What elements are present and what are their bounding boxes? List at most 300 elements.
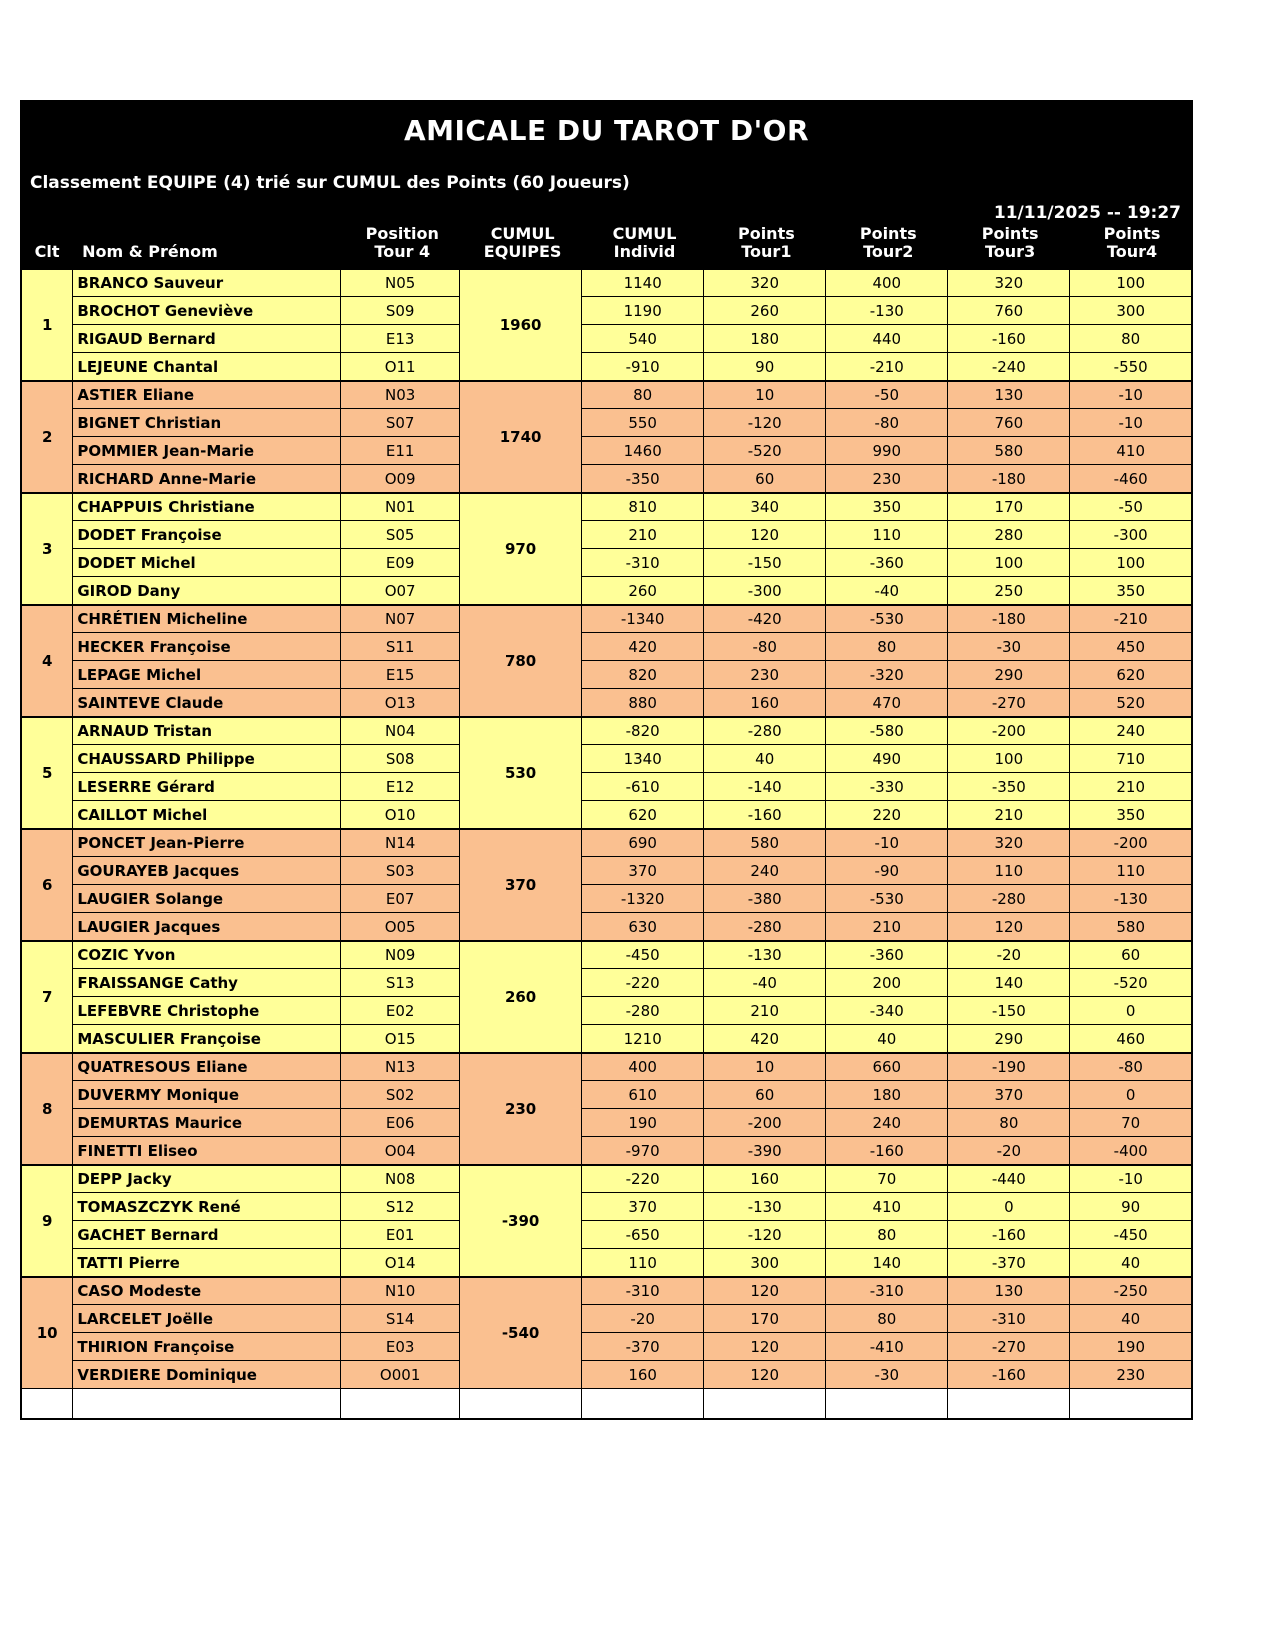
player-points-tour4-cell: -10 [1070,409,1192,437]
player-cumul-individ-cell: 110 [582,1249,704,1277]
player-points-tour2-cell: 990 [826,437,948,465]
player-points-tour1-cell: -120 [704,409,826,437]
team-cumul-equipes-cell: 970 [460,493,582,605]
player-position-cell: O001 [341,1361,460,1389]
player-points-tour1-cell: -120 [704,1221,826,1249]
player-cumul-individ-cell: 1190 [582,297,704,325]
team-rank-cell: 2 [21,381,73,493]
player-points-tour2-cell: -30 [826,1361,948,1389]
player-cumul-individ-cell: 190 [582,1109,704,1137]
player-position-cell: O04 [341,1137,460,1165]
player-position-cell: E11 [341,437,460,465]
player-points-tour1-cell: 120 [704,1333,826,1361]
player-points-tour2-cell: 180 [826,1081,948,1109]
player-points-tour2-cell: -40 [826,577,948,605]
player-points-tour3-cell: -150 [948,997,1070,1025]
player-cumul-individ-cell: -310 [582,1277,704,1305]
table-row [21,1249,1192,1277]
column-header-points-tour2-line2: Tour2 [863,242,914,262]
table-row [21,941,1192,969]
player-points-tour3-cell: 580 [948,437,1070,465]
player-name-cell: CAILLOT Michel [73,801,341,829]
player-points-tour3-cell: -350 [948,773,1070,801]
table-row [21,1193,1192,1221]
player-points-tour3-cell: 280 [948,521,1070,549]
player-position-cell: S13 [341,969,460,997]
player-points-tour1-cell: 170 [704,1305,826,1333]
player-points-tour3-cell: 100 [948,745,1070,773]
player-position-cell: N03 [341,381,460,409]
table-row [21,1053,1192,1081]
player-points-tour3-cell: 100 [948,549,1070,577]
player-points-tour4-cell: -50 [1070,493,1192,521]
team-cumul-equipes-cell: 370 [460,829,582,941]
player-points-tour3-cell: -180 [948,465,1070,493]
player-points-tour4-cell: -300 [1070,521,1192,549]
player-position-cell: S08 [341,745,460,773]
player-points-tour1-cell: 420 [704,1025,826,1053]
player-points-tour3-cell: 140 [948,969,1070,997]
player-position-cell: S03 [341,857,460,885]
blank-cell [1070,1389,1192,1419]
player-points-tour4-cell: 0 [1070,1081,1192,1109]
player-position-cell: S12 [341,1193,460,1221]
player-cumul-individ-cell: -820 [582,717,704,745]
player-points-tour3-cell: 130 [948,1277,1070,1305]
player-cumul-individ-cell: 160 [582,1361,704,1389]
player-points-tour4-cell: 70 [1070,1109,1192,1137]
player-points-tour2-cell: -130 [826,297,948,325]
column-header-points-tour1 [705,223,827,268]
column-header-position [343,223,462,268]
player-name-cell: LEPAGE Michel [73,661,341,689]
player-points-tour3-cell: 170 [948,493,1070,521]
player-points-tour2-cell: -330 [826,773,948,801]
player-points-tour2-cell: 110 [826,521,948,549]
player-points-tour3-cell: 130 [948,381,1070,409]
player-points-tour4-cell: 90 [1070,1193,1192,1221]
player-points-tour2-cell: 240 [826,1109,948,1137]
player-points-tour2-cell: 80 [826,1305,948,1333]
player-points-tour2-cell: -80 [826,409,948,437]
player-points-tour4-cell: 620 [1070,661,1192,689]
player-name-cell: CHAUSSARD Philippe [73,745,341,773]
player-points-tour2-cell: 660 [826,1053,948,1081]
table-row [21,409,1192,437]
player-points-tour3-cell: -20 [948,941,1070,969]
player-name-cell: LESERRE Gérard [73,773,341,801]
player-cumul-individ-cell: 370 [582,1193,704,1221]
table-row [21,437,1192,465]
player-cumul-individ-cell: -650 [582,1221,704,1249]
player-points-tour2-cell: 350 [826,493,948,521]
player-cumul-individ-cell: 420 [582,633,704,661]
table-row [21,1165,1192,1193]
player-points-tour1-cell: -200 [704,1109,826,1137]
player-cumul-individ-cell: -910 [582,353,704,381]
player-name-cell: THIRION Françoise [73,1333,341,1361]
table-row [21,1361,1192,1389]
player-name-cell: DEPP Jacky [73,1165,341,1193]
player-name-cell: HECKER Françoise [73,633,341,661]
player-name-cell: VERDIERE Dominique [73,1361,341,1389]
table-row [21,577,1192,605]
player-points-tour4-cell: -130 [1070,885,1192,913]
table-row [21,633,1192,661]
player-points-tour4-cell: 80 [1070,325,1192,353]
player-points-tour1-cell: -40 [704,969,826,997]
table-row [21,1025,1192,1053]
player-points-tour2-cell: -160 [826,1137,948,1165]
player-points-tour1-cell: 320 [704,269,826,297]
team-cumul-equipes-cell: 1960 [460,269,582,381]
player-position-cell: O11 [341,353,460,381]
player-name-cell: ASTIER Eliane [73,381,341,409]
blank-cell [948,1389,1070,1419]
player-cumul-individ-cell: 550 [582,409,704,437]
team-cumul-equipes-cell: -540 [460,1277,582,1389]
table-row [21,773,1192,801]
player-points-tour1-cell: -380 [704,885,826,913]
team-cumul-equipes-cell: 1740 [460,381,582,493]
player-points-tour2-cell: 80 [826,1221,948,1249]
player-cumul-individ-cell: 260 [582,577,704,605]
player-points-tour4-cell: 0 [1070,997,1192,1025]
header-timestamp: 11/11/2025 -- 19:27 [993,203,1181,223]
player-points-tour3-cell: 120 [948,913,1070,941]
table-row [21,297,1192,325]
player-points-tour1-cell: 580 [704,829,826,857]
player-points-tour2-cell: 490 [826,745,948,773]
column-header-clt: Clt [34,242,60,262]
player-cumul-individ-cell: -610 [582,773,704,801]
table-row [21,857,1192,885]
table-row [21,1081,1192,1109]
player-position-cell: O07 [341,577,460,605]
player-points-tour3-cell: -280 [948,885,1070,913]
player-position-cell: N13 [341,1053,460,1081]
player-points-tour1-cell: -280 [704,717,826,745]
player-cumul-individ-cell: -370 [582,1333,704,1361]
player-position-cell: N05 [341,269,460,297]
player-points-tour1-cell: 210 [704,997,826,1025]
player-points-tour2-cell: 470 [826,689,948,717]
player-points-tour2-cell: -90 [826,857,948,885]
player-points-tour2-cell: 220 [826,801,948,829]
player-name-cell: DUVERMY Monique [73,1081,341,1109]
table-row [21,885,1192,913]
player-points-tour3-cell: 290 [948,661,1070,689]
player-name-cell: DODET Françoise [73,521,341,549]
player-name-cell: DODET Michel [73,549,341,577]
player-position-cell: N08 [341,1165,460,1193]
player-cumul-individ-cell: 370 [582,857,704,885]
player-points-tour2-cell: -360 [826,549,948,577]
player-position-cell: N09 [341,941,460,969]
player-cumul-individ-cell: -310 [582,549,704,577]
player-points-tour1-cell: -280 [704,913,826,941]
player-points-tour4-cell: -460 [1070,465,1192,493]
table-row [21,745,1192,773]
player-position-cell: E02 [341,997,460,1025]
player-points-tour2-cell: 140 [826,1249,948,1277]
player-points-tour2-cell: -320 [826,661,948,689]
player-points-tour1-cell: 120 [704,1361,826,1389]
player-name-cell: MASCULIER Françoise [73,1025,341,1053]
player-points-tour4-cell: 350 [1070,801,1192,829]
player-points-tour1-cell: -390 [704,1137,826,1165]
player-points-tour2-cell: -340 [826,997,948,1025]
player-points-tour1-cell: 240 [704,857,826,885]
player-points-tour1-cell: 180 [704,325,826,353]
player-position-cell: E06 [341,1109,460,1137]
player-cumul-individ-cell: -220 [582,1165,704,1193]
team-cumul-equipes-cell: 530 [460,717,582,829]
column-header-cumul-equipes-line2: EQUIPES [483,242,562,262]
team-rank-cell: 3 [21,493,73,605]
player-points-tour3-cell: -270 [948,689,1070,717]
player-points-tour1-cell: 60 [704,1081,826,1109]
player-points-tour1-cell: 60 [704,465,826,493]
team-rank-cell: 7 [21,941,73,1053]
blank-cell [826,1389,948,1419]
player-points-tour4-cell: 190 [1070,1333,1192,1361]
table-row [21,1109,1192,1137]
team-rank-cell: 4 [21,605,73,717]
player-name-cell: BROCHOT Geneviève [73,297,341,325]
player-points-tour2-cell: 200 [826,969,948,997]
player-points-tour4-cell: -520 [1070,969,1192,997]
column-header-points-tour4-line2: Tour4 [1106,242,1158,262]
player-points-tour2-cell: 80 [826,633,948,661]
team-rank-cell: 6 [21,829,73,941]
table-row [21,661,1192,689]
player-points-tour2-cell: 230 [826,465,948,493]
player-name-cell: GOURAYEB Jacques [73,857,341,885]
player-position-cell: N10 [341,1277,460,1305]
table-row [21,1277,1192,1305]
player-name-cell: DEMURTAS Maurice [73,1109,341,1137]
table-row [21,549,1192,577]
team-rank-cell: 8 [21,1053,73,1165]
player-points-tour4-cell: -10 [1070,381,1192,409]
player-position-cell: E15 [341,661,460,689]
player-points-tour3-cell: -160 [948,1361,1070,1389]
blank-cell [582,1389,704,1419]
player-points-tour3-cell: -440 [948,1165,1070,1193]
table-row [21,1333,1192,1361]
player-points-tour3-cell: 320 [948,829,1070,857]
table-row [21,717,1192,745]
table-row [21,829,1192,857]
player-points-tour4-cell: 40 [1070,1305,1192,1333]
player-name-cell: RIGAUD Bernard [73,325,341,353]
player-name-cell: BRANCO Sauveur [73,269,341,297]
player-name-cell: LAUGIER Solange [73,885,341,913]
player-name-cell: FRAISSANGE Cathy [73,969,341,997]
table-row [21,381,1192,409]
player-name-cell: COZIC Yvon [73,941,341,969]
player-points-tour2-cell: -310 [826,1277,948,1305]
team-rank-cell: 5 [21,717,73,829]
player-points-tour1-cell: -130 [704,941,826,969]
column-header-points-tour1-line2: Tour1 [741,242,792,262]
player-name-cell: BIGNET Christian [73,409,341,437]
player-points-tour3-cell: 210 [948,801,1070,829]
player-position-cell: O10 [341,801,460,829]
player-points-tour4-cell: 520 [1070,689,1192,717]
player-cumul-individ-cell: 1340 [582,745,704,773]
player-points-tour4-cell: 110 [1070,857,1192,885]
table-row [21,997,1192,1025]
player-points-tour1-cell: 160 [704,689,826,717]
player-cumul-individ-cell: 810 [582,493,704,521]
player-points-tour1-cell: 260 [704,297,826,325]
player-points-tour4-cell: -80 [1070,1053,1192,1081]
column-header-points-tour3-line1: Points [981,224,1039,243]
player-name-cell: GACHET Bernard [73,1221,341,1249]
player-points-tour4-cell: 100 [1070,549,1192,577]
table-row [21,465,1192,493]
column-header-name: Nom & Prénom [82,242,218,262]
player-points-tour1-cell: 90 [704,353,826,381]
player-position-cell: N04 [341,717,460,745]
player-points-tour1-cell: 340 [704,493,826,521]
player-points-tour2-cell: 70 [826,1165,948,1193]
player-cumul-individ-cell: 880 [582,689,704,717]
player-cumul-individ-cell: 620 [582,801,704,829]
table-footer-blank-row [21,1389,1192,1419]
player-cumul-individ-cell: -450 [582,941,704,969]
player-cumul-individ-cell: 400 [582,1053,704,1081]
column-header-row [20,223,1193,268]
player-name-cell: GIROD Dany [73,577,341,605]
table-row [21,1137,1192,1165]
player-points-tour2-cell: -530 [826,605,948,633]
team-cumul-equipes-cell: -390 [460,1165,582,1277]
team-cumul-equipes-cell: 780 [460,605,582,717]
player-points-tour4-cell: 450 [1070,633,1192,661]
column-header-cumul-individ [584,223,706,268]
player-position-cell: N07 [341,605,460,633]
blank-cell [341,1389,460,1419]
player-points-tour4-cell: 60 [1070,941,1192,969]
player-points-tour4-cell: 410 [1070,437,1192,465]
player-name-cell: QUATRESOUS Eliane [73,1053,341,1081]
player-name-cell: TATTI Pierre [73,1249,341,1277]
player-points-tour3-cell: -160 [948,1221,1070,1249]
player-points-tour1-cell: -140 [704,773,826,801]
player-points-tour2-cell: 410 [826,1193,948,1221]
player-points-tour3-cell: -370 [948,1249,1070,1277]
table-row [21,325,1192,353]
player-points-tour2-cell: -50 [826,381,948,409]
player-points-tour3-cell: 0 [948,1193,1070,1221]
player-position-cell: S14 [341,1305,460,1333]
player-position-cell: O05 [341,913,460,941]
table-row [21,913,1192,941]
column-header-points-tour1-line1: Points [737,224,795,243]
table-row [21,269,1192,297]
player-points-tour4-cell: -250 [1070,1277,1192,1305]
column-header-cumul-individ-line2: Individ [613,242,676,262]
player-position-cell: E07 [341,885,460,913]
player-points-tour3-cell: 250 [948,577,1070,605]
sheet-header [20,100,1193,268]
player-points-tour4-cell: -200 [1070,829,1192,857]
blank-cell [460,1389,582,1419]
player-points-tour1-cell: -160 [704,801,826,829]
player-points-tour4-cell: -550 [1070,353,1192,381]
player-points-tour1-cell: -300 [704,577,826,605]
player-name-cell: SAINTEVE Claude [73,689,341,717]
player-name-cell: POMMIER Jean-Marie [73,437,341,465]
player-name-cell: RICHARD Anne-Marie [73,465,341,493]
team-rank-cell: 9 [21,1165,73,1277]
player-name-cell: LEJEUNE Chantal [73,353,341,381]
player-points-tour4-cell: 300 [1070,297,1192,325]
player-points-tour2-cell: -410 [826,1333,948,1361]
blank-cell [704,1389,826,1419]
player-points-tour1-cell: 300 [704,1249,826,1277]
player-points-tour1-cell: -420 [704,605,826,633]
player-points-tour1-cell: -80 [704,633,826,661]
player-points-tour4-cell: 240 [1070,717,1192,745]
player-name-cell: LARCELET Joëlle [73,1305,341,1333]
player-points-tour3-cell: -190 [948,1053,1070,1081]
player-name-cell: CHRÉTIEN Micheline [73,605,341,633]
table-row [21,969,1192,997]
player-points-tour4-cell: -210 [1070,605,1192,633]
player-points-tour1-cell: 120 [704,521,826,549]
table-row [21,493,1192,521]
player-points-tour3-cell: -20 [948,1137,1070,1165]
player-cumul-individ-cell: 1140 [582,269,704,297]
player-position-cell: O15 [341,1025,460,1053]
table-row [21,1305,1192,1333]
player-name-cell: CHAPPUIS Christiane [73,493,341,521]
player-points-tour2-cell: 210 [826,913,948,941]
ranking-table [20,268,1193,1420]
table-row [21,689,1192,717]
player-cumul-individ-cell: -350 [582,465,704,493]
player-points-tour3-cell: -310 [948,1305,1070,1333]
player-cumul-individ-cell: 820 [582,661,704,689]
player-points-tour1-cell: 40 [704,745,826,773]
player-points-tour2-cell: -360 [826,941,948,969]
column-header-points-tour4-line1: Points [1103,224,1161,243]
player-points-tour2-cell: -530 [826,885,948,913]
table-row [21,801,1192,829]
player-position-cell: O09 [341,465,460,493]
blank-cell [73,1389,341,1419]
player-cumul-individ-cell: 540 [582,325,704,353]
player-points-tour2-cell: 440 [826,325,948,353]
player-position-cell: O13 [341,689,460,717]
table-row [21,605,1192,633]
column-header-cumul-individ-line1: CUMUL [612,224,677,243]
player-points-tour3-cell: -30 [948,633,1070,661]
player-points-tour2-cell: 40 [826,1025,948,1053]
column-header-cumul-equipes-line1: CUMUL [490,224,555,243]
player-cumul-individ-cell: -1340 [582,605,704,633]
player-points-tour2-cell: 400 [826,269,948,297]
player-cumul-individ-cell: 1460 [582,437,704,465]
player-cumul-individ-cell: -20 [582,1305,704,1333]
column-header-position-line1: Position [365,224,439,243]
player-points-tour4-cell: 460 [1070,1025,1192,1053]
player-position-cell: E13 [341,325,460,353]
